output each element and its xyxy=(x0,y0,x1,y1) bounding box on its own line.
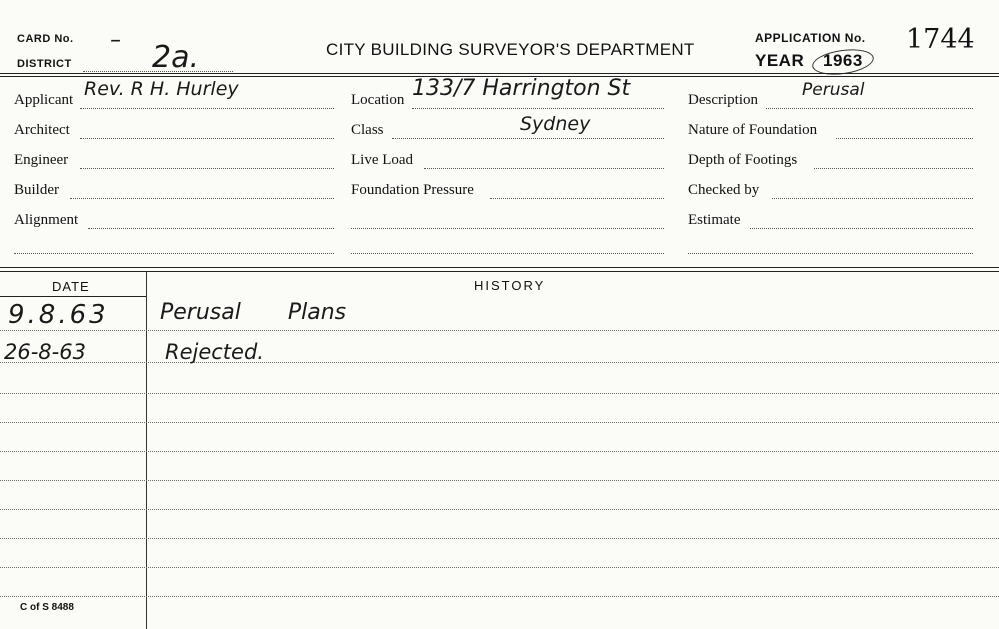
district-value: 2a. xyxy=(152,40,200,75)
builder-line xyxy=(70,198,334,199)
year-value: 1963 xyxy=(823,51,863,70)
district-label: DISTRICT xyxy=(17,58,72,70)
checked-by-label: Checked by xyxy=(688,182,760,198)
foundation-pressure-label: Foundation Pressure xyxy=(351,182,474,198)
depth-of-footings-line xyxy=(814,168,973,169)
applicant-line xyxy=(80,108,334,109)
location-line xyxy=(412,108,664,109)
history-rule-line xyxy=(0,451,999,452)
applicant-label: Applicant xyxy=(14,92,74,108)
history-rule-line xyxy=(0,596,999,597)
nature-of-foundation-label: Nature of Foundation xyxy=(688,122,818,138)
district-line xyxy=(83,71,233,72)
alignment-line-2 xyxy=(14,253,334,254)
application-label: APPLICATION No. xyxy=(755,31,866,45)
foundation-pressure-line xyxy=(490,198,664,199)
history-entry-date: 26-8-63 xyxy=(4,340,86,364)
builder-label: Builder xyxy=(14,182,59,198)
history-rule-bottom xyxy=(0,271,999,272)
nature-of-foundation-line xyxy=(836,138,973,139)
year-label: YEAR xyxy=(755,51,805,70)
estimate-label: Estimate xyxy=(688,212,741,228)
history-column-header: HISTORY xyxy=(474,278,546,293)
department-title: CITY BUILDING SURVEYOR'S DEPARTMENT xyxy=(326,40,695,59)
history-rule-line xyxy=(0,362,999,363)
history-rule-line xyxy=(0,567,999,568)
history-rule-line xyxy=(0,509,999,510)
checked-by-line xyxy=(772,198,973,199)
history-rule-top xyxy=(0,267,999,268)
header-rule-top xyxy=(0,73,999,74)
class-line xyxy=(392,138,664,139)
history-entry-date: 9.8.63 xyxy=(8,300,109,330)
history-rule-line xyxy=(0,330,999,331)
card-no-label: CARD No. xyxy=(17,33,74,45)
description-label: Description xyxy=(688,92,758,108)
history-rule-line xyxy=(0,422,999,423)
alignment-line xyxy=(88,228,334,229)
history-entry-text: Rejected. xyxy=(165,340,264,364)
form-code: C of S 8488 xyxy=(20,602,74,613)
engineer-line xyxy=(80,168,334,169)
engineer-label: Engineer xyxy=(14,152,69,168)
location-value: 133/7 Harrington St xyxy=(412,76,631,101)
applicant-value: Rev. R H. Hurley xyxy=(84,78,239,100)
history-rule-line xyxy=(0,480,999,481)
alignment-label: Alignment xyxy=(14,212,79,228)
card-no-value: – xyxy=(110,28,121,53)
description-value: Perusal xyxy=(802,80,865,100)
architect-line xyxy=(80,138,334,139)
location-label: Location xyxy=(351,92,405,108)
col2-line-5 xyxy=(351,228,664,229)
live-load-label: Live Load xyxy=(351,152,414,168)
estimate-line xyxy=(750,228,973,229)
live-load-line xyxy=(424,168,664,169)
architect-label: Architect xyxy=(14,122,70,138)
depth-of-footings-label: Depth of Footings xyxy=(688,152,798,168)
application-number: 1744 xyxy=(906,24,975,55)
class-label: Class xyxy=(351,122,384,138)
date-header-rule xyxy=(0,296,146,297)
col3-line-6 xyxy=(688,253,973,254)
col2-line-6 xyxy=(351,253,664,254)
history-rule-line xyxy=(0,393,999,394)
date-column-header: DATE xyxy=(52,279,90,294)
history-rule-line xyxy=(0,538,999,539)
class-value: Sydney xyxy=(520,113,591,135)
history-entry-text: Perusal Plans xyxy=(160,300,347,325)
description-line xyxy=(766,108,973,109)
